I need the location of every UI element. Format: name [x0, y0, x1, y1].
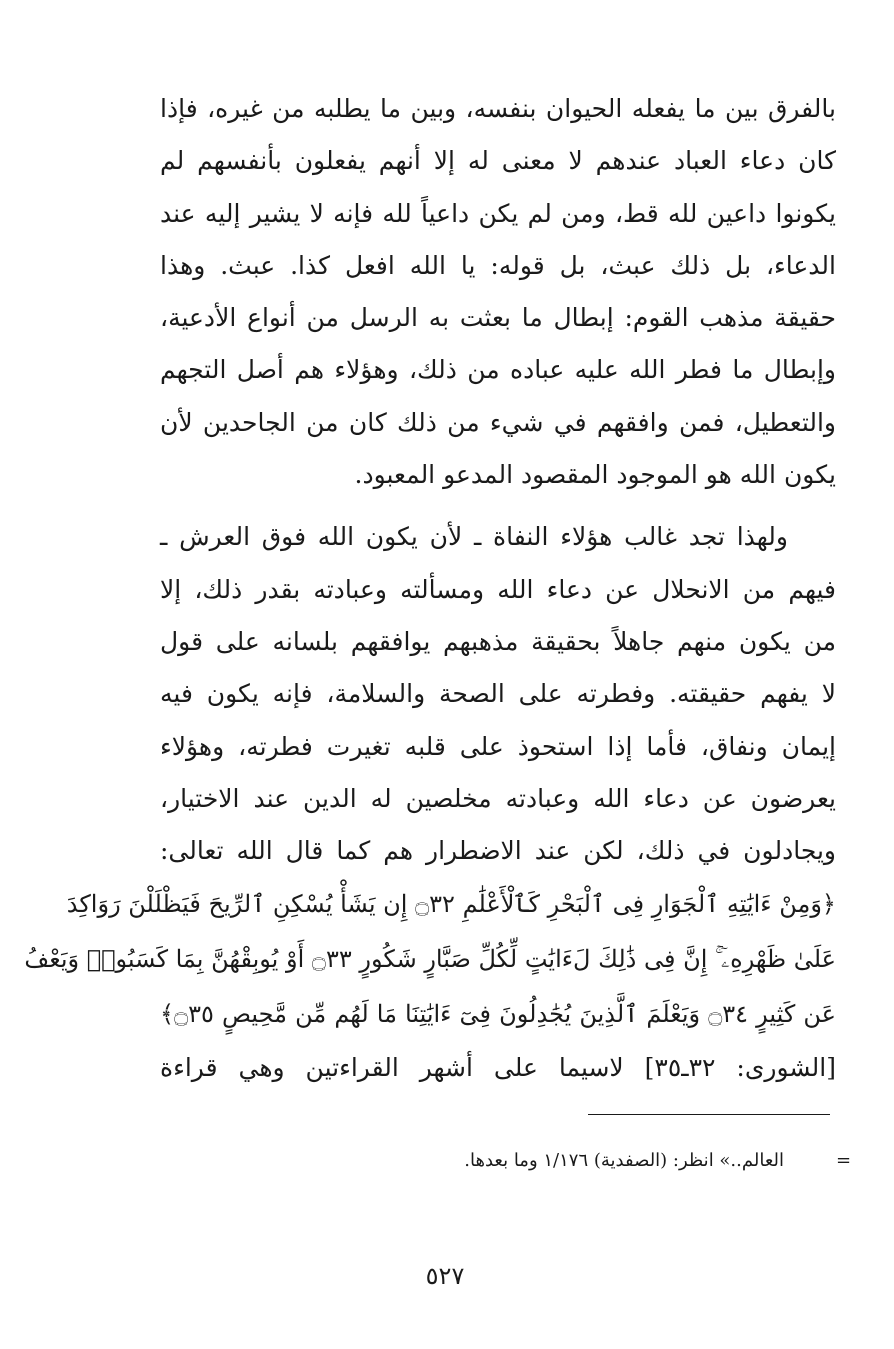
text-line: [الشورى: ٣٢ـ٣٥] لاسيما على أشهر القراءتين وهي قراءة — [160, 1053, 837, 1083]
text-line: ويجادلون في ذلك، لكن عند الاضطرار هم كما قال الله تعالى: — [160, 836, 836, 866]
text-line: يكون الله هو الموجود المقصود المدعو المعبود. — [354, 460, 836, 490]
text-line: يكونوا داعين لله قط، ومن لم يكن داعياً لله فإنه لا يشير إليه عند — [160, 198, 836, 228]
text-line: من يكون منهم جاهلاً بحقيقة مذهبهم يوافقهم بلسانه على قول — [160, 626, 836, 656]
quran-verse-line: ﴿وَمِنْ ءَايَٰتِهِ ٱلْجَوَارِ فِى ٱلْبَحْرِ كَٱلْأَعْلَٰمِ ۝٣٢ إِن يَشَأْ يُسْكِنِ ٱلرِّيحَ فَيَظْلَلْنَ رَوَاكِدَ — [66, 890, 836, 919]
text-line: الدعاء، بل ذلك عبث، بل قوله: يا الله افعل كذا. عبث. وهذا — [160, 250, 836, 280]
footnote-text: العالم..» انظر: (الصفدية) ١/١٧٦ وما بعدها. — [464, 1150, 784, 1171]
footnote-separator — [588, 1114, 830, 1115]
paragraph-1 — [160, 83, 836, 501]
text-line: وإبطال ما فطر الله عليه عباده من ذلك، وهؤلاء هم أصل التجهم — [160, 355, 836, 385]
text-line: لا يفهم حقيقته. وفطرته على الصحة والسلامة، فإنه يكون فيه — [160, 679, 836, 709]
page-number: ٥٢٧ — [425, 1262, 465, 1290]
text-line: حقيقة مذهب القوم: إبطال ما بعثت به الرسل من أنواع الأدعية، — [160, 303, 836, 333]
paragraph-2 — [24, 511, 837, 1094]
text-line: ولهذا تجد غالب هؤلاء النفاة ـ لأن يكون الله فوق العرش ـ — [160, 522, 788, 552]
quran-verse-line: عَلَىٰ ظَهْرِهِۦٓ ۚ إِنَّ فِى ذَٰلِكَ لَءَايَٰتٍ لِّكُلِّ صَبَّارٍ شَكُورٍ ۝٣٣ أَوْ يُوبِقْهُنَّ بِمَا كَسَبُوا۟ وَيَعْفُ — [24, 945, 836, 974]
text-line: بالفرق بين ما يفعله الحيوان بنفسه، وبين ما يطلبه من غيره، فإذا — [160, 94, 836, 123]
text-line: يعرضون عن دعاء الله وعبادته مخلصين له الدين عند الاختيار، — [160, 783, 836, 813]
footnote-continuation-mark: = — [836, 1150, 852, 1171]
text-line: كان دعاء العباد عندهم لا معنى له إلا أنهم يفعلون بأنفسهم لم — [160, 146, 836, 176]
text-line: إيمان ونفاق، فأما إذا استحوذ على قلبه تغيرت فطرته، وهؤلاء — [160, 731, 836, 761]
quran-verse-line: عَن كَثِيرٍ ۝٣٤ وَيَعْلَمَ ٱلَّذِينَ يُجَٰدِلُونَ فِىٓ ءَايَٰتِنَا مَا لَهُم مِّن مَّحِيصٍ ۝٣٥﴾ — [160, 1000, 836, 1029]
text-line: والتعطيل، فمن وافقهم في شيء من ذلك كان من الجاحدين لأن — [160, 407, 836, 437]
paragraph-gap — [160, 501, 836, 511]
text-line: فيهم من الانحلال عن دعاء الله ومسألته وعبادته بقدر ذلك، إلا — [160, 574, 836, 604]
main-text — [24, 83, 837, 1095]
